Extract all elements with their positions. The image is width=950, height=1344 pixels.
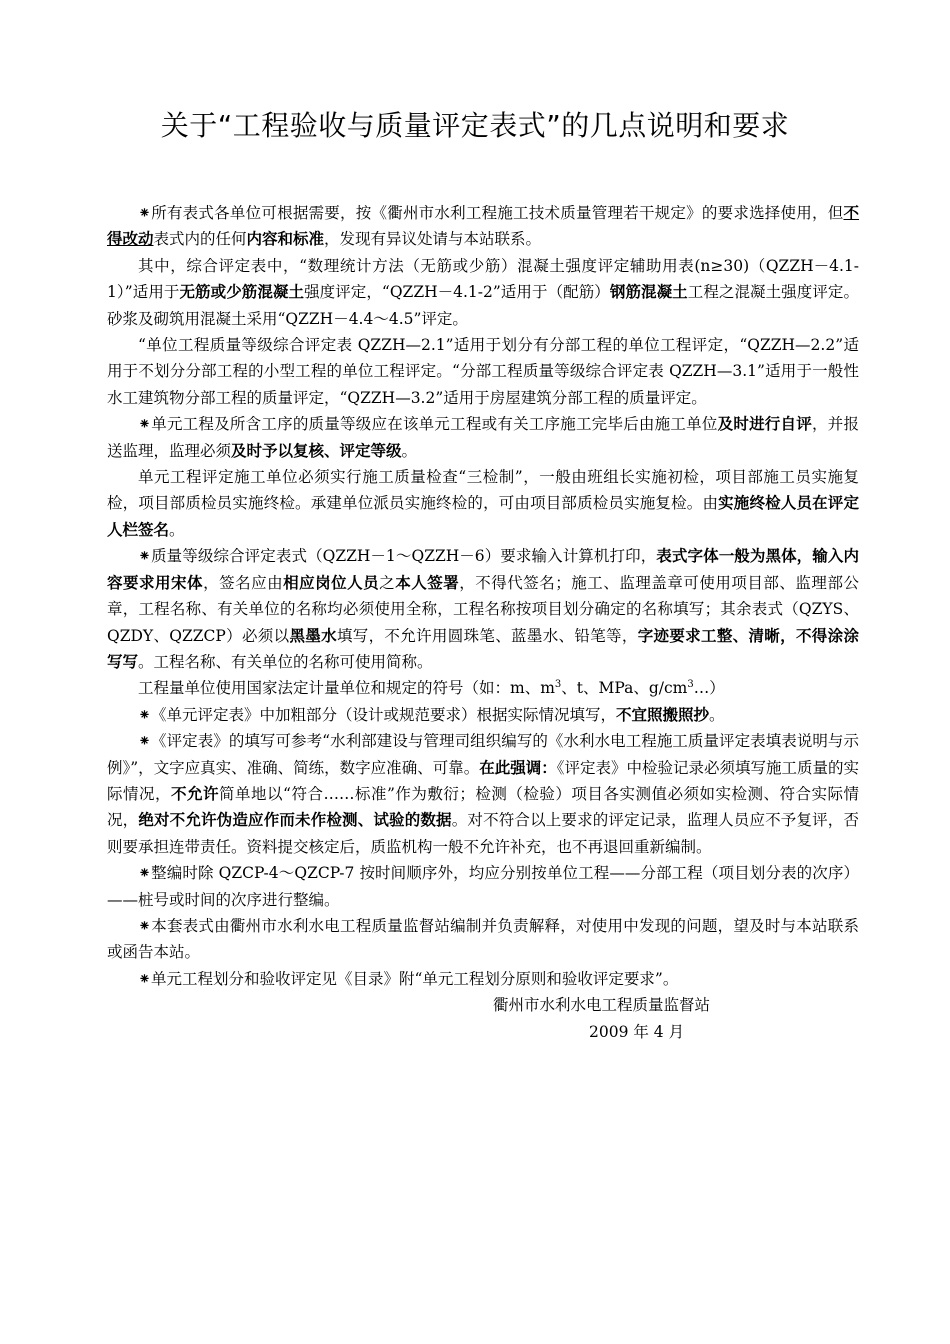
text-run: 。: [401, 441, 418, 460]
paragraph: [107, 966, 859, 992]
paragraph: [107, 728, 859, 860]
bold-text: 不允许: [171, 783, 220, 803]
text-run: ⁕本套表式由衢州市水利水电工程质量监督站编制并负责解释，对使用中发现的问题，望及时与本站联系或函告本站。: [107, 916, 859, 962]
paragraph: [107, 543, 859, 675]
text-run: ⁕《评定表》的填写可参考“水利部建设与管理司组织编写的《水利水电工程施工质量评定表填表说明与示例》”，文字应真实、准确、简练，数字应准确、可靠。: [107, 732, 859, 777]
text-run: 单元工程评定施工单位必须实行施工质量检查“三检制”，一般由班组长实施初检，项目部施工员实施复检，项目部质检员实施终检。承建单位派员实施终检的，可由项目部质检员实施复检。由: [107, 468, 859, 513]
text-run: 强度评定，“QZZH－4.1-2”适用于（配筋）: [304, 283, 610, 302]
signature-date: 2009 年 4 月: [589, 1022, 685, 1041]
text-run: 、t、MPa、g/cm: [561, 679, 688, 698]
paragraph: [107, 913, 859, 966]
paragraph: [107, 253, 859, 332]
bold-text: 字迹要求工整、清晰，不得涂涂写写: [107, 625, 859, 671]
text-run: …）: [693, 679, 725, 698]
text-run: ⁕单元工程划分和验收评定见《目录》附“单元工程划分原则和验收评定要求”。: [138, 969, 679, 988]
bold-text: 实施终检人员在评定人栏签名: [107, 493, 859, 539]
superscript: 3: [687, 679, 694, 691]
bold-text: 相应岗位人员: [283, 572, 380, 592]
text-run: 。: [709, 705, 725, 724]
bold-text: 本人签署: [395, 572, 460, 592]
text-run: “单位工程质量等级综合评定表 QZZH—2.1”适用于划分有分部工程的单位工程评定，“QZZH—2.2”适用于不划分分部工程的小型工程的单位工程评定。“分部工程质量等级综合评定表 QZZH—3.1”适用于一般性水工建筑物分部工程的质量评定，“QZZH—3.2”适用于房屋建筑分部工程的质量评定。: [107, 336, 859, 407]
signature-org: 衢州市水利水电工程质量监督站: [493, 996, 711, 1015]
text-run: ，不得代签名；施工、监理盖章可使用项目部、监理部公章，工程名称、有关单位的名称均必须使用全称，工程名称按项目划分确定的名称填写；其余表式（QZYS、QZDY、QZZCP）必须以: [107, 573, 859, 645]
paragraph: [107, 200, 859, 253]
bold-text: 不宜照搬照抄: [616, 704, 710, 724]
paragraph: [107, 702, 859, 728]
bold-text: 绝对不允许伪造应作而未作检测、试验的数据: [138, 810, 452, 830]
bold-text: 钢筋混凝土: [609, 282, 688, 302]
bold-text: 及时予以复核、评定等级: [231, 440, 402, 460]
text-run: ⁕整编时除 QZCP-4～QZCP-7 按时间顺序外，均应分别按单位工程——分部工程（项目划分表的次序）——桩号或时间的次序进行整编。: [107, 864, 859, 909]
text-run: 。对不符合以上要求的评定记录，监理人员应不予复评，否则要承担连带责任。资料提交核定后，质监机构一般不允许补充，也不再退回重新编制。: [107, 811, 859, 856]
text-run: 之: [379, 573, 396, 592]
text-run: ，签名应由: [203, 573, 284, 592]
text-run: 工程量单位使用国家法定计量单位和规定的符号（如：m、m: [138, 679, 555, 698]
text-run: 简单地以“符合……标准”作为敷衍；检测（检验）项目各实测值必须如实检测、符合实际情况，: [107, 784, 859, 830]
text-run: 表式内的任何: [153, 230, 247, 249]
text-run: 《评定表》中检验记录必须填写施工质量的实际情况，: [107, 758, 859, 803]
text-run: 工程之混凝土强度评定。砂浆及砌筑用混凝土采用“QZZH－4.4～4.5”评定。: [107, 283, 859, 328]
bold-text: 及时进行自评: [717, 414, 813, 434]
text-run: ⁕质量等级综合评定表式（QZZH－1～QZZH－6）要求输入计算机打印，: [138, 547, 657, 566]
text-run: ，发现有异议处请与本站联系。: [324, 230, 542, 249]
bold-text: 在此强调：: [479, 757, 557, 777]
paragraph: [107, 860, 859, 913]
text-run: 。工程名称、有关单位的名称可使用简称。: [138, 652, 433, 671]
page-title: 关于“工程验收与质量评定表式”的几点说明和要求: [160, 109, 790, 142]
text-run: ⁕单元工程及所含工序的质量等级应在该单元工程或有关工序施工完毕后由施工单位: [138, 415, 718, 434]
bold-text: 无筋或少筋混凝土: [179, 282, 305, 302]
paragraph: [107, 332, 859, 411]
superscript: 3: [554, 679, 562, 691]
text-run: ，并报送监理，监理必须: [107, 415, 859, 460]
document-body: [107, 200, 859, 1045]
text-run: 填写，不允许用圆珠笔、蓝墨水、铅笔等，: [336, 626, 638, 645]
text-run: 其中，综合评定表中，“数理统计方法（无筋或少筋）混凝土强度评定辅助用表(n≥30)（QZZH－4.1-1）”适用于: [107, 256, 859, 302]
bold-text: 内容和标准: [246, 229, 325, 249]
text-run: ⁕所有表式各单位可根据需要，按《衢州市水利工程施工技术质量管理若干规定》的要求选择使用，但: [138, 204, 844, 222]
bold-text: 不得改动: [107, 203, 859, 249]
paragraph: [107, 675, 859, 701]
paragraph: [107, 464, 859, 543]
text-run: ⁕《单元评定表》中加粗部分（设计或规范要求）根据实际情况填写，: [138, 705, 616, 724]
paragraph: [107, 411, 859, 464]
text-run: 。: [169, 520, 185, 539]
bold-text: 表式字体一般为黑体，输入内容要求用宋体: [107, 546, 859, 592]
bold-text: 黑墨水: [289, 625, 337, 645]
